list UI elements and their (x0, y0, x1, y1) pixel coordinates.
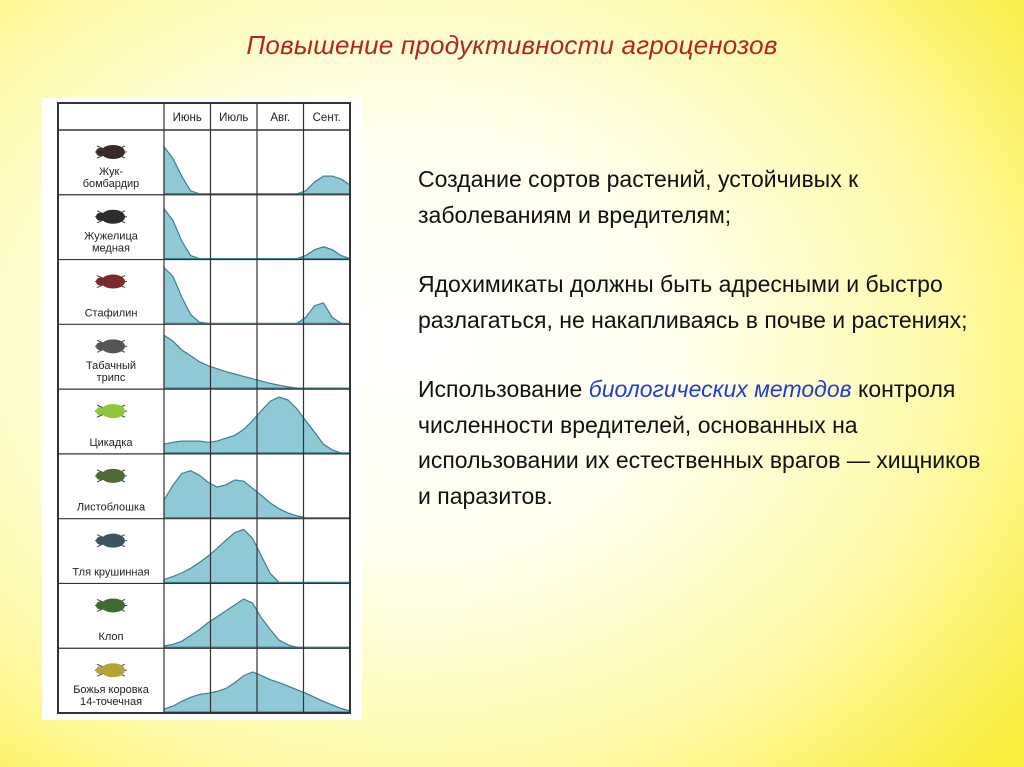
paragraph-biological-methods (418, 372, 993, 514)
species-label: Листоблошка (76, 501, 146, 514)
insect-seasonal-activity-table (42, 98, 362, 720)
bug-icon (95, 598, 127, 612)
month-header: Июнь (172, 112, 202, 124)
species-label: Цикадка (89, 436, 133, 449)
species-label: медная (91, 242, 131, 255)
month-header: Сент. (312, 112, 341, 124)
species-label: Тля крушинная (72, 566, 150, 579)
paragraph-pesticides: Ядохимикаты должны быть адресными и быстро разлагаться, не накапливаясь в почве и растениях; (418, 271, 968, 333)
activity-chart-svg (42, 98, 362, 720)
species-label: Жук- (98, 165, 124, 178)
biological-methods-highlight: биологических методов (588, 376, 852, 402)
paragraph-biological-methods-start: Использование (418, 376, 583, 402)
species-label: трипс (96, 372, 126, 385)
rove-beetle-icon (95, 275, 127, 289)
species-label: 14-точечная (79, 696, 143, 708)
paragraph-resistant-varieties: Создание сортов растений, устойчивых к заболеваниям и вредителям; (418, 166, 859, 228)
species-label: Клоп (98, 631, 124, 644)
month-header: Июль (219, 112, 249, 124)
thrips-icon (95, 339, 127, 353)
month-header: Авг. (270, 112, 291, 124)
species-label: Жужелица (84, 230, 138, 243)
leafhopper-icon (95, 404, 127, 418)
ground-beetle-icon (95, 210, 127, 224)
species-label: Божья коровка (73, 684, 149, 696)
slide-title: Повышение продуктивности агроценозов (246, 30, 778, 60)
beetle-icon (95, 145, 127, 159)
paragraph-biological-methods-end: контроля численности вредителей, основанных на использовании их естественных врагов — хищников и паразитов. (418, 376, 981, 509)
aphid-icon (95, 534, 127, 548)
species-label: бомбардир (82, 177, 140, 190)
psyllid-icon (95, 469, 127, 483)
ladybird-icon (95, 663, 127, 677)
species-label: Стафилин (84, 307, 138, 320)
text-block (418, 162, 993, 548)
species-label: Табачный (85, 360, 137, 373)
